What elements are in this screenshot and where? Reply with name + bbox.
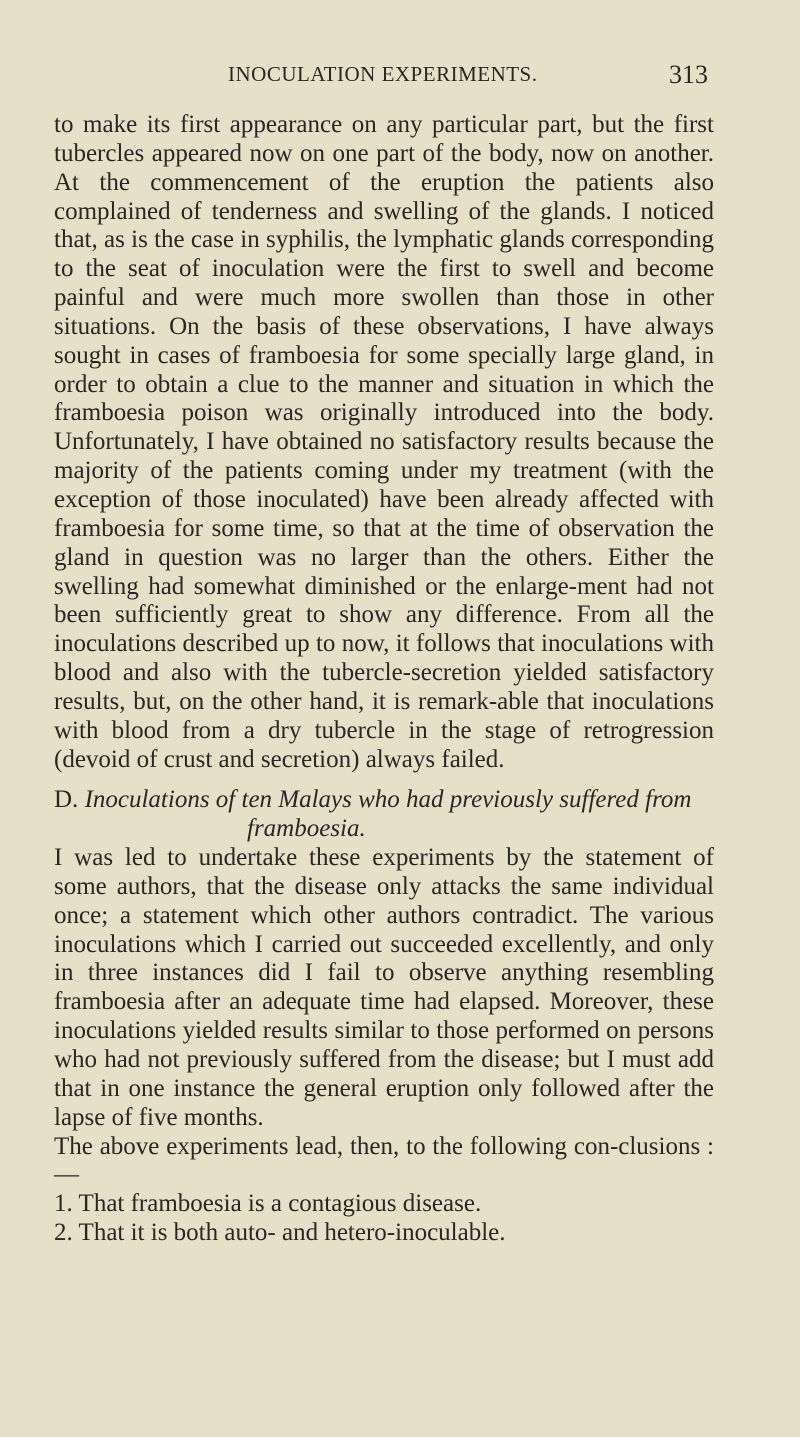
conclusion-item-2: 2. That it is both auto- and hetero-inoculable. — [54, 1219, 506, 1247]
paragraph-3: The above experiments lead, then, to the following con-clusions :— — [54, 1132, 714, 1189]
page-header — [200, 62, 720, 98]
paragraph-2: I was led to undertake these experiments by the statement of some authors, that the disease only attacks the same individual once; a statement which other authors contradict. The various inoculations which I carried out succeeded excellently, and only in three instances did I fail to observe anything resembling framboesia after an adequate time had elapsed. Moreover, these inoculations yielded results similar to those performed on persons who had not previously suffered from the disease; but I must add that in one instance the general eruption only followed after the lapse of five months. — [54, 844, 714, 1131]
paragraph-1: to make its first appearance on any particular part, but the first tubercles appeared now on one part of the body, now on another. At the commencement of the eruption the patients also complained of tenderness and swelling of the glands. I noticed that, as is the case in syphilis, the lymphatic glands corresponding to the seat of inoculation were the first to swell and become painful and were much more swollen than those in other situations. On the basis of these observations, I have always sought in cases of framboesia for some specially large gland, in order to obtain a clue to the manner and situation in which the framboesia poison was originally introduced into the body. Unfortunately, I have obtained no satisfactory results because the majority of the patients coming under my treatment (with the exception of those inoculated) have been already affected with framboesia for some time, so that at the time of observation the gland in question was no larger than the others. Either the swelling had somewhat diminished or the enlarge-ment had not been sufficiently great to show any difference. From all the inoculations described up to now, it follows that inoculations with blood and also with the tubercle-secretion yielded satisfactory results, but, on the other hand, it is remark-able that inoculations with blood from a dry tubercle in the stage of retrogression (devoid of crust and secretion) always failed. — [54, 111, 714, 773]
section-title-line-1: Inoculations of ten Malays who had previously suffered from — [84, 786, 692, 814]
section-title-line-2: framboesia. — [247, 815, 366, 843]
body-text — [54, 111, 714, 1248]
section-heading — [54, 786, 714, 844]
conclusion-item-1: 1. That framboesia is a contagious disease. — [54, 1190, 482, 1218]
running-head: INOCULATION EXPERIMENTS. — [228, 62, 538, 86]
page-number: 313 — [669, 60, 708, 89]
section-letter: D. — [54, 786, 79, 814]
